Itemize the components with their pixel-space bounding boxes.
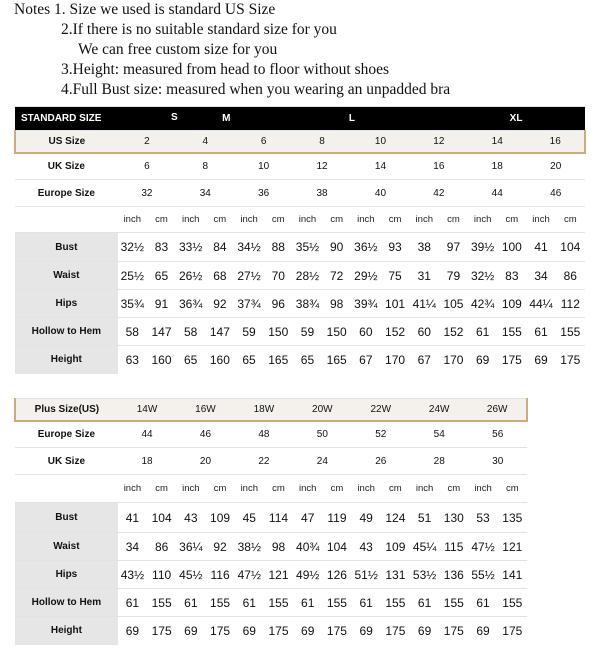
measure-value: 116	[205, 561, 234, 589]
measure-value: 26½	[176, 262, 205, 290]
measure-value: 83	[147, 233, 176, 262]
measure-value: 44¼	[526, 290, 555, 318]
size-value: 42	[410, 180, 468, 207]
row-label: US Size	[15, 131, 118, 153]
measure-value: 49½	[293, 561, 322, 589]
unit-label: inch	[526, 207, 555, 233]
size-value: 46	[526, 180, 585, 207]
measure-value: 83	[497, 262, 526, 290]
measure-value: 152	[380, 318, 409, 346]
measure-value: 131	[381, 561, 410, 589]
size-value: 18	[118, 448, 176, 475]
unit-label: inch	[410, 207, 439, 233]
measure-value: 41	[526, 233, 555, 262]
measure-value: 40¾	[293, 533, 322, 561]
measure-value: 65	[176, 346, 205, 374]
measure-value: 32½	[118, 233, 147, 262]
measure-value: 104	[322, 533, 351, 561]
plus-hips-row	[15, 561, 527, 589]
measure-value: 34	[526, 262, 555, 290]
measure-value: 37¾	[234, 290, 263, 318]
measure-value: 69	[468, 617, 497, 645]
size-value: 50	[293, 421, 351, 448]
measure-value: 61	[235, 589, 264, 617]
measure-value: 69	[118, 617, 147, 645]
standard-size-title: STANDARD SIZE	[15, 107, 176, 131]
measure-value: 67	[410, 346, 439, 374]
size-value: 14	[351, 153, 409, 180]
size-value: 20	[176, 448, 234, 475]
size-value: 10	[351, 131, 409, 153]
size-value: 14W	[118, 399, 176, 421]
measure-value: 39¾	[351, 290, 380, 318]
measure-value: 141	[498, 561, 527, 589]
uk-size-row	[15, 153, 585, 180]
size-value: 12	[410, 131, 468, 153]
unit-label: cm	[205, 207, 234, 233]
row-label: Bust	[15, 503, 118, 533]
row-label: Hollow to Hem	[15, 589, 118, 617]
size-value: 6	[234, 131, 292, 153]
measure-value: 65	[234, 346, 263, 374]
size-value: 46	[176, 421, 234, 448]
measure-value: 39½	[468, 233, 497, 262]
size-value: 16	[526, 131, 585, 153]
measure-value: 29½	[351, 262, 380, 290]
unit-label: inch	[468, 475, 497, 503]
measure-value: 49	[352, 503, 381, 533]
measure-value: 41¼	[410, 290, 439, 318]
measure-value: 130	[439, 503, 468, 533]
row-label: Hollow to Hem	[15, 318, 118, 346]
unit-label: cm	[439, 475, 468, 503]
unit-label: inch	[176, 475, 205, 503]
measure-value: 69	[526, 346, 555, 374]
unit-label: inch	[293, 475, 322, 503]
measure-value: 160	[205, 346, 234, 374]
measure-value: 170	[439, 346, 468, 374]
size-value: 6	[118, 153, 176, 180]
plus-bust-row	[15, 503, 527, 533]
measure-value: 69	[176, 617, 205, 645]
measure-value: 45	[235, 503, 264, 533]
measure-value: 175	[381, 617, 410, 645]
size-value: 26	[352, 448, 410, 475]
measure-value: 36½	[351, 233, 380, 262]
size-value: 12	[293, 153, 351, 180]
unit-label: cm	[498, 475, 527, 503]
measure-value: 25½	[118, 262, 147, 290]
size-value: 20	[526, 153, 585, 180]
measure-value: 61	[526, 318, 555, 346]
measure-value: 60	[351, 318, 380, 346]
size-value: 10	[234, 153, 292, 180]
measure-value: 32½	[468, 262, 497, 290]
size-value: 24W	[410, 399, 468, 421]
measure-value: 119	[322, 503, 351, 533]
measure-value: 84	[205, 233, 234, 262]
measure-value: 121	[264, 561, 293, 589]
unit-label: cm	[147, 475, 176, 503]
measure-value: 155	[498, 589, 527, 617]
measure-value: 34½	[234, 233, 263, 262]
note-line: We can free custom size for you	[78, 41, 278, 58]
measure-value: 126	[322, 561, 351, 589]
measure-value: 150	[264, 318, 293, 346]
size-value: 52	[352, 421, 410, 448]
measure-value: 58	[176, 318, 205, 346]
unit-label: inch	[118, 475, 147, 503]
measure-value: 47½	[468, 533, 497, 561]
measure-value: 112	[556, 290, 585, 318]
measure-value: 136	[439, 561, 468, 589]
measure-value: 155	[556, 318, 585, 346]
measure-value: 98	[264, 533, 293, 561]
measure-value: 36¼	[176, 533, 205, 561]
europe-size-row	[15, 180, 585, 207]
measure-value: 86	[556, 262, 585, 290]
measure-value: 61	[176, 589, 205, 617]
unit-row	[15, 207, 585, 233]
measure-value: 152	[439, 318, 468, 346]
note-line: Notes 1. Size we used is standard US Size	[14, 1, 276, 18]
measure-value: 155	[264, 589, 293, 617]
size-value: 8	[176, 153, 234, 180]
measure-value: 155	[439, 589, 468, 617]
measure-value: 60	[410, 318, 439, 346]
measure-value: 42¾	[468, 290, 497, 318]
measure-value: 68	[205, 262, 234, 290]
row-label: Hips	[15, 290, 118, 318]
unit-label: cm	[264, 475, 293, 503]
measure-value: 150	[322, 318, 351, 346]
measure-value: 43	[176, 503, 205, 533]
plus-europe-size-row	[15, 421, 527, 448]
plus-waist-row	[15, 533, 527, 561]
measure-value: 147	[205, 318, 234, 346]
measure-value: 38¾	[293, 290, 322, 318]
measure-value: 65	[147, 262, 176, 290]
measure-value: 33½	[176, 233, 205, 262]
size-value: 30	[468, 448, 527, 475]
measure-value: 175	[497, 346, 526, 374]
row-label: Plus Size(US)	[15, 399, 118, 421]
measure-value: 86	[147, 533, 176, 561]
measure-value: 43	[352, 533, 381, 561]
unit-label: inch	[118, 207, 147, 233]
measure-value: 98	[322, 290, 351, 318]
size-value: 16W	[176, 399, 234, 421]
measure-value: 28½	[293, 262, 322, 290]
measure-value: 88	[264, 233, 293, 262]
measure-value: 47½	[235, 561, 264, 589]
note-line: 2.If there is no suitable standard size for you	[61, 21, 337, 38]
measure-value: 109	[381, 533, 410, 561]
measure-value: 92	[205, 290, 234, 318]
standard-header-row	[15, 107, 585, 131]
measure-value: 175	[147, 617, 176, 645]
measure-value: 91	[147, 290, 176, 318]
measure-value: 69	[293, 617, 322, 645]
measure-value: 61	[293, 589, 322, 617]
unit-label: inch	[410, 475, 439, 503]
measure-value: 175	[498, 617, 527, 645]
measure-value: 72	[322, 262, 351, 290]
size-group-xl: XL	[410, 107, 585, 131]
size-value: 24	[293, 448, 351, 475]
unit-label: cm	[556, 207, 585, 233]
measure-value: 160	[147, 346, 176, 374]
measure-value: 67	[351, 346, 380, 374]
unit-label: cm	[264, 207, 293, 233]
row-label: Hips	[15, 561, 118, 589]
plus-hollow-to-hem-row	[15, 589, 527, 617]
unit-label: inch	[235, 475, 264, 503]
measure-value: 36¾	[176, 290, 205, 318]
standard-size-table	[14, 106, 586, 374]
size-value: 54	[410, 421, 468, 448]
size-value: 28	[410, 448, 468, 475]
size-value: 14	[468, 131, 526, 153]
size-value: 56	[468, 421, 527, 448]
row-label: Europe Size	[15, 421, 118, 448]
unit-label: cm	[322, 207, 351, 233]
measure-value: 121	[498, 533, 527, 561]
size-value: 44	[468, 180, 526, 207]
measure-value: 65	[293, 346, 322, 374]
unit-label: cm	[205, 475, 234, 503]
unit-label: cm	[147, 207, 176, 233]
measure-value: 61	[468, 589, 497, 617]
size-value: 26W	[468, 399, 527, 421]
measure-value: 35½	[293, 233, 322, 262]
measure-value: 124	[381, 503, 410, 533]
measure-value: 27½	[234, 262, 263, 290]
size-value: 40	[351, 180, 409, 207]
bust-row	[15, 233, 585, 262]
size-value: 48	[235, 421, 293, 448]
measure-value: 47	[293, 503, 322, 533]
size-value: 44	[118, 421, 176, 448]
measure-value: 175	[264, 617, 293, 645]
row-label: Bust	[15, 233, 118, 262]
size-value: 20W	[293, 399, 351, 421]
unit-label: inch	[351, 207, 380, 233]
size-value: 18W	[235, 399, 293, 421]
row-label: UK Size	[15, 153, 118, 180]
size-value: 32	[118, 180, 176, 207]
measure-value: 75	[380, 262, 409, 290]
plus-height-row	[15, 617, 527, 645]
size-value: 8	[293, 131, 351, 153]
plus-size-us-row	[15, 399, 527, 421]
size-value: 16	[410, 153, 468, 180]
measure-value: 114	[264, 503, 293, 533]
unit-label: cm	[380, 207, 409, 233]
row-label-empty	[15, 475, 118, 503]
size-value: 18	[468, 153, 526, 180]
measure-value: 61	[410, 589, 439, 617]
measure-value: 59	[293, 318, 322, 346]
unit-label: inch	[234, 207, 263, 233]
measure-value: 104	[147, 503, 176, 533]
measure-value: 104	[556, 233, 585, 262]
measure-value: 147	[147, 318, 176, 346]
measure-value: 96	[264, 290, 293, 318]
height-row	[15, 346, 585, 374]
measure-value: 175	[205, 617, 234, 645]
measure-value: 70	[264, 262, 293, 290]
measure-value: 34	[118, 533, 147, 561]
measure-value: 155	[322, 589, 351, 617]
plus-unit-row	[15, 475, 527, 503]
measure-value: 90	[322, 233, 351, 262]
measure-value: 35¾	[118, 290, 147, 318]
measure-value: 110	[147, 561, 176, 589]
measure-value: 69	[468, 346, 497, 374]
plus-size-table	[14, 398, 528, 645]
hips-row	[15, 290, 585, 318]
measure-value: 170	[380, 346, 409, 374]
measure-value: 135	[498, 503, 527, 533]
measure-value: 155	[205, 589, 234, 617]
row-label: Europe Size	[15, 180, 118, 207]
measure-value: 165	[264, 346, 293, 374]
measure-value: 51	[410, 503, 439, 533]
measure-value: 69	[410, 617, 439, 645]
measure-value: 101	[380, 290, 409, 318]
row-label-empty	[15, 207, 118, 233]
unit-label: cm	[439, 207, 468, 233]
measure-value: 45½	[176, 561, 205, 589]
measure-value: 175	[556, 346, 585, 374]
size-group-m: M	[176, 107, 293, 131]
unit-label: inch	[352, 475, 381, 503]
unit-label: inch	[293, 207, 322, 233]
measure-value: 109	[497, 290, 526, 318]
measure-value: 92	[205, 533, 234, 561]
row-label: UK Size	[15, 448, 118, 475]
row-label: Waist	[15, 533, 118, 561]
hollow-to-hem-row	[15, 318, 585, 346]
row-label: Height	[15, 617, 118, 645]
measure-value: 55½	[468, 561, 497, 589]
plus-uk-size-row	[15, 448, 527, 475]
size-value: 34	[176, 180, 234, 207]
measure-value: 59	[234, 318, 263, 346]
measure-value: 53	[468, 503, 497, 533]
measure-value: 155	[147, 589, 176, 617]
measure-value: 61	[352, 589, 381, 617]
measure-value: 43½	[118, 561, 147, 589]
measure-value: 97	[439, 233, 468, 262]
measure-value: 61	[118, 589, 147, 617]
unit-label: cm	[497, 207, 526, 233]
measure-value: 175	[439, 617, 468, 645]
measure-value: 93	[380, 233, 409, 262]
measure-value: 53½	[410, 561, 439, 589]
measure-value: 38	[410, 233, 439, 262]
measure-value: 61	[468, 318, 497, 346]
unit-label: cm	[322, 475, 351, 503]
row-label: Waist	[15, 262, 118, 290]
measure-value: 100	[497, 233, 526, 262]
size-notes	[0, 0, 600, 100]
unit-label: inch	[176, 207, 205, 233]
us-size-row	[15, 131, 585, 153]
row-label: Height	[15, 346, 118, 374]
waist-row	[15, 262, 585, 290]
measure-value: 58	[118, 318, 147, 346]
measure-value: 38½	[235, 533, 264, 561]
measure-value: 69	[235, 617, 264, 645]
size-group-l: L	[293, 107, 410, 131]
size-value: 22W	[352, 399, 410, 421]
unit-label: inch	[468, 207, 497, 233]
measure-value: 175	[322, 617, 351, 645]
size-value: 36	[234, 180, 292, 207]
measure-value: 79	[439, 262, 468, 290]
size-value: 38	[293, 180, 351, 207]
measure-value: 155	[381, 589, 410, 617]
size-value: 22	[235, 448, 293, 475]
measure-value: 109	[205, 503, 234, 533]
note-line: 4.Full Bust size: measured when you wearing an unpadded bra	[61, 81, 451, 98]
measure-value: 41	[118, 503, 147, 533]
unit-label: cm	[381, 475, 410, 503]
measure-value: 115	[439, 533, 468, 561]
size-value: 4	[176, 131, 234, 153]
measure-value: 165	[322, 346, 351, 374]
measure-value: 105	[439, 290, 468, 318]
note-line: 3.Height: measured from head to floor without shoes	[61, 61, 390, 78]
measure-value: 69	[352, 617, 381, 645]
size-group-s: S	[171, 112, 178, 123]
measure-value: 63	[118, 346, 147, 374]
measure-value: 45¼	[410, 533, 439, 561]
measure-value: 51½	[352, 561, 381, 589]
size-value: 2	[118, 131, 176, 153]
measure-value: 155	[497, 318, 526, 346]
measure-value: 31	[410, 262, 439, 290]
